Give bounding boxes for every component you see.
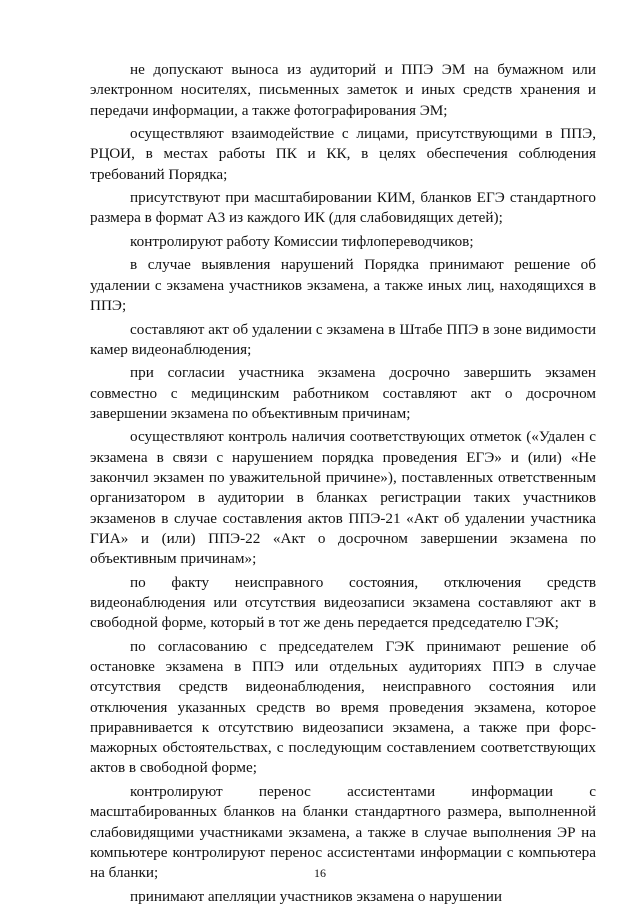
paragraph-removal-act: составляют акт об удалении с экзамена в Штабе ППЭ в зоне видимости камер видеонаблюдения; <box>90 320 596 358</box>
paragraph-appeals: принимают апелляции участников экзамена о нарушении <box>130 887 502 905</box>
paragraph-interaction-with-persons: осуществляют взаимодействие с лицами, присутствующими в ППЭ, РЦОИ, в местах работы ПК и КК, в целях обеспечения соблюдения требований Порядка; <box>90 125 596 183</box>
page-number: 16 <box>314 866 326 880</box>
paragraph-typhlo-commission: контролируют работу Комиссии тифлопереводчиков; <box>130 232 474 250</box>
paragraph-marks-control: осуществляют контроль наличия соответствующих отметок («Удален с экзамена в связи с нарушением порядка проведения ЕГЭ» и (или) «Не закончил экзамен по уважительной причине»), поставленных ответственным организатором в аудитории в бланках регистрации таких участников экзаменов в случае составления актов ППЭ-21 «Акт об удалении участника ГИА» и (или) ППЭ-22 «Акт о досрочном завершении экзамена по объективным причинам»; <box>90 428 596 568</box>
paragraph-removal-decision: в случае выявления нарушений Порядка принимают решение об удалении с экзамена участников экзамена, а также иных лиц, находящихся в ППЭ; <box>90 256 596 315</box>
paragraph-no-removal-of-materials: не допускают выноса из аудиторий и ППЭ ЭМ на бумажном или электронном носителях, письменных заметок и иных средств хранения и передачи информации, а также фотографирования ЭМ; <box>90 61 596 119</box>
paragraph-kim-scaling: присутствуют при масштабировании КИМ, бланков ЕГЭ стандартного размера в формат А3 из каждого ИК (для слабовидящих детей); <box>90 189 596 227</box>
paragraph-exam-stop: по согласованию с председателем ГЭК принимают решение об остановке экзамена в ППЭ или отдельных аудиториях ППЭ в случае отсутствия средств видеонаблюдения, неисправного состояния или отключения указанных средств во время проведения экзамена, которое приравнивается к отсутствию видеозаписи экзамена, а также при форс-мажорных обстоятельствах, с последующим составлением соответствующих актов в свободной форме; <box>90 637 596 777</box>
document-body <box>90 60 596 907</box>
paragraph-video-malfunction: по факту неисправного состояния, отключения средств видеонаблюдения или отсутствия видеозаписи экзамена составляют акт в свободной форме, который в тот же день передается председателю ГЭК; <box>90 573 596 632</box>
paragraph-early-completion: при согласии участника экзамена досрочно завершить экзамен совместно с медицинским работником составляют акт о досрочном завершении экзамена по объективным причинам; <box>90 364 596 422</box>
paragraph-transfer-control: контролируют перенос ассистентами информации с масштабированных бланков на бланки стандартного размера, выполненной слабовидящими участниками экзамена, а также в случае выполнения ЭР на компьютере контролируют перенос ассистентами информации с компьютера на бланки; <box>90 782 596 882</box>
